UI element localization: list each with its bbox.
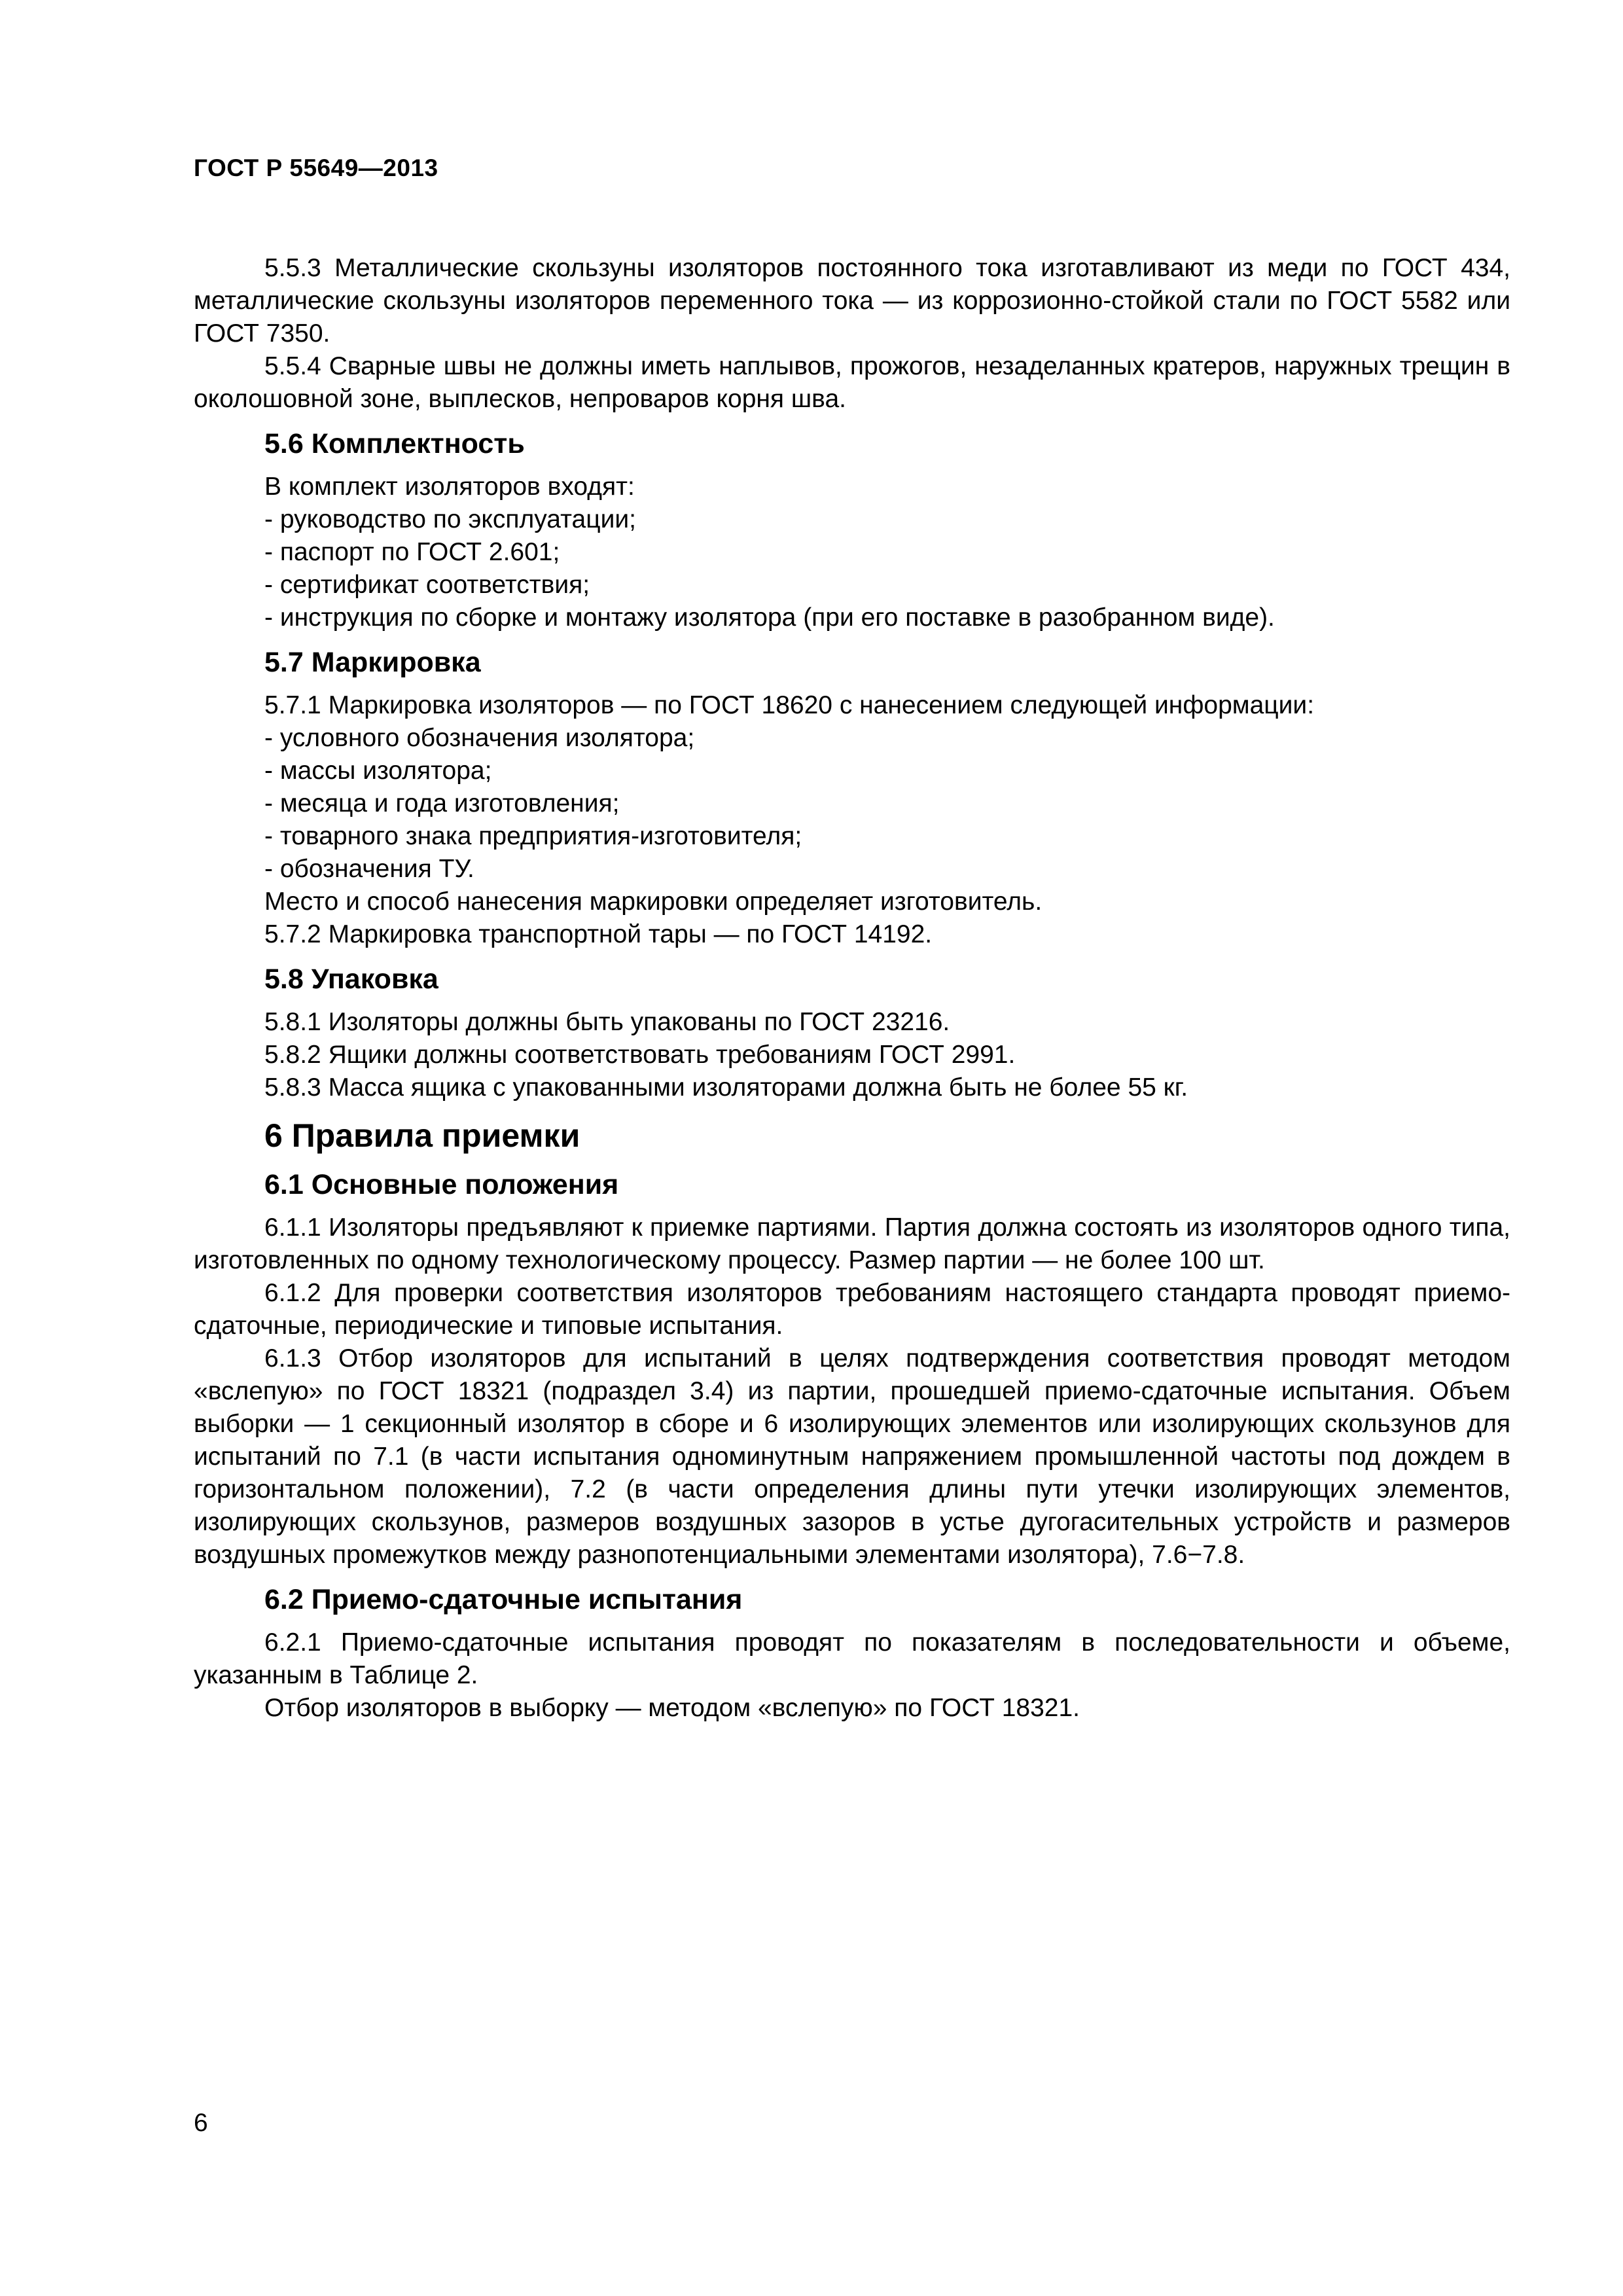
paragraph-5-5-4: 5.5.4 Сварные швы не должны иметь наплывов, прожогов, незаделанных кратеров, наружных трещин в околошовной зоне, выплесков, непроваров корня шва. (194, 352, 1510, 413)
section-5-8-title: 5.8 Упаковка (264, 963, 438, 995)
list-item: - сертификат соответствия; (264, 571, 590, 599)
section-6-2-title: 6.2 Приемо-сдаточные испытания (264, 1584, 743, 1615)
doc-header: ГОСТ Р 55649—2013 (194, 154, 438, 181)
paragraph-6-2-1-selection: Отбор изоляторов в выборку — методом «вслепую» по ГОСТ 18321. (264, 1694, 1080, 1722)
paragraph-5-8-2: 5.8.2 Ящики должны соответствовать требованиям ГОСТ 2991. (264, 1041, 1016, 1069)
list-item: - товарного знака предприятия-изготовителя; (264, 822, 802, 850)
page-content (194, 252, 1510, 1725)
paragraph-5-7-place: Место и способ нанесения маркировки определяет изготовитель. (264, 888, 1043, 916)
section-6-1-title: 6.1 Основные положения (264, 1169, 619, 1200)
list-item: - обозначения ТУ. (264, 855, 474, 883)
paragraph-6-1-2: 6.1.2 Для проверки соответствия изоляторов требованиям настоящего стандарта проводят приемо-сдаточные, периодические и типовые испытания. (194, 1279, 1510, 1340)
paragraph-5-5-3: 5.5.3 Металлические скользуны изоляторов постоянного тока изготавливают из меди по ГОСТ 434, металлические скользуны изоляторов переменного тока — из коррозионно-стойкой стали по ГОСТ 5582 или ГОСТ 7350. (194, 254, 1510, 348)
section-6-title: 6 Правила приемки (264, 1117, 580, 1154)
paragraph-6-1-1: 6.1.1 Изоляторы предъявляют к приемке партиями. Партия должна состоять из изоляторов одного типа, изготовленных по одному технологическому процессу. Размер партии — не более 100 шт. (194, 1213, 1510, 1274)
paragraph-6-1-3: 6.1.3 Отбор изоляторов для испытаний в целях подтверждения соответствия проводят методом «вслепую» по ГОСТ 18321 (подраздел 3.4) из партии, прошедшей приемо-сдаточные испытания. Объем выборки — 1 секционный изолятор в сборе и 6 изолирующих элементов или изолирующих скользунов для испытаний по 7.1 (в части испытания одноминутным напряжением промышленной частоты под дождем в горизонтальном положении), 7.2 (в части определения длины пути утечки изолирующих элементов, изолирующих скользунов, размеров воздушных зазоров в устье дугогасительных устройств и размеров воздушных промежутков между разнопотенциальными элементами изолятора), 7.6−7.8. (194, 1344, 1510, 1569)
paragraph-6-2-1: 6.2.1 Приемо-сдаточные испытания проводят по показателям в последовательности и объеме, указанным в Таблице 2. (194, 1628, 1510, 1689)
paragraph-5-8-1: 5.8.1 Изоляторы должны быть упакованы по ГОСТ 23216. (264, 1008, 950, 1036)
list-item: - условного обозначения изолятора; (264, 724, 695, 752)
paragraph-5-6-intro: В комплект изоляторов входят: (264, 473, 635, 501)
list-item: - руководство по эксплуатации; (264, 505, 636, 533)
section-5-6-title: 5.6 Комплектность (264, 428, 525, 459)
paragraph-5-7-2: 5.7.2 Маркировка транспортной тары — по ГОСТ 14192. (264, 920, 933, 948)
list-item: - месяца и года изготовления; (264, 789, 620, 817)
list-item: - паспорт по ГОСТ 2.601; (264, 538, 560, 566)
paragraph-5-8-3: 5.8.3 Масса ящика с упакованными изоляторами должна быть не более 55 кг. (264, 1073, 1188, 1102)
page-number: 6 (194, 2109, 208, 2137)
list-item: - инструкция по сборке и монтажу изолятора (при его поставке в разобранном виде). (264, 603, 1275, 632)
paragraph-5-7-1: 5.7.1 Маркировка изоляторов — по ГОСТ 18620 с нанесением следующей информации: (264, 691, 1315, 719)
section-5-7-title: 5.7 Маркировка (264, 647, 481, 678)
list-item: - массы изолятора; (264, 757, 492, 785)
